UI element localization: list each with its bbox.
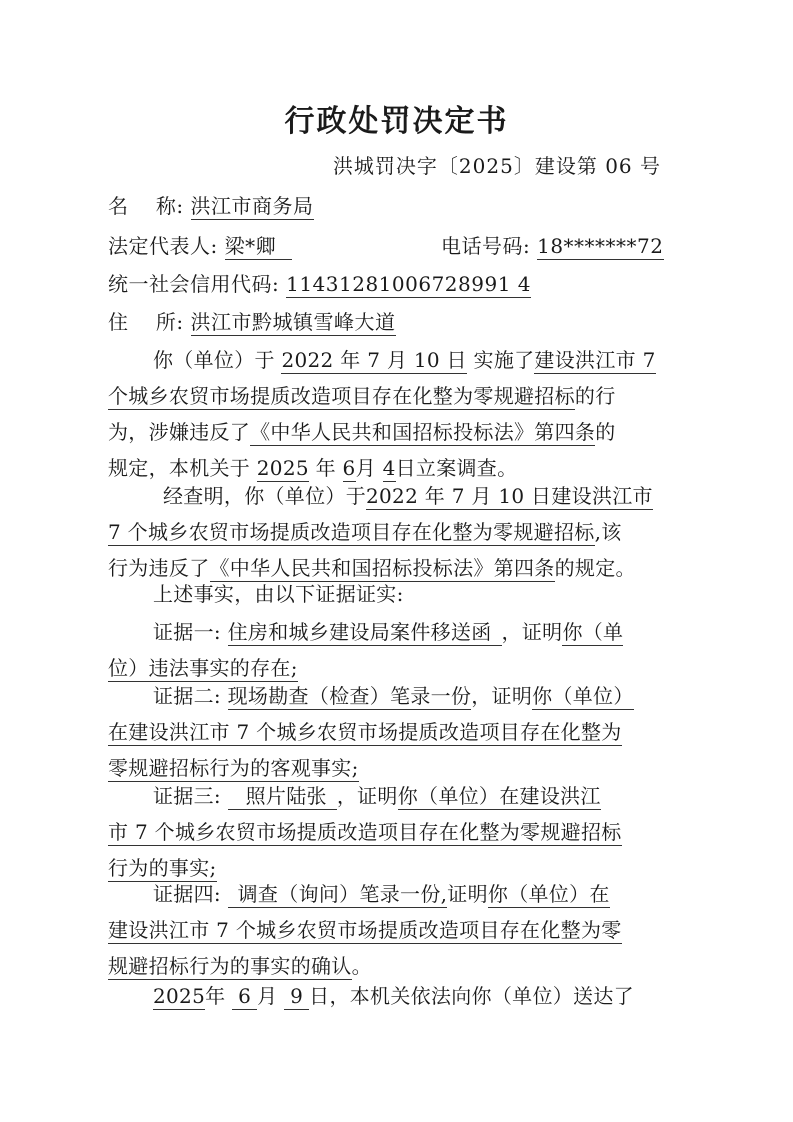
e4-proof-1: 你（单位）在 (487, 882, 610, 906)
p2-finding-1: 2022 年 7 月 10 日建设洪江市 (366, 484, 653, 508)
party-name-value: 洪江市商务局 (190, 194, 314, 218)
legal-rep-row (108, 230, 292, 259)
e2-proof-3: 零规避招标行为的客观事实; (108, 756, 359, 780)
p2-text-b: ,该 (594, 520, 622, 544)
evidence-three (108, 778, 660, 886)
p1-violation-2: 个城乡农贸市场提质改造项目存在化整为零规避招标 (108, 384, 575, 408)
e3-proof-3: 行为的事实; (108, 856, 217, 880)
p4-month: 6 (232, 984, 257, 1010)
paragraph-evidence-intro (108, 576, 660, 612)
p3-text: 上述事实，由以下证据证实: (153, 582, 404, 606)
e1-proof-2: 位）违法事实的存在; (108, 656, 298, 680)
paragraph-delivery (108, 978, 660, 1014)
e2-proof-1: 你（单位） (532, 684, 634, 708)
e3-source: 照片陆张 (228, 784, 337, 810)
evidence-two (108, 678, 660, 786)
p1-text-j: 日立案调查。 (395, 456, 518, 480)
p1-text-d: 的行 (574, 384, 616, 408)
p1-violation-1: 建设洪江市 7 (534, 348, 656, 372)
e2-source: 现场勘查（检查）笔录一份 (227, 684, 472, 708)
address-value: 洪江市黔城镇雪峰大道 (190, 310, 396, 334)
e3-proof-1: 你（单位）在建设洪江 (397, 784, 601, 808)
p1-text-i: 月 (355, 456, 376, 480)
p2-finding-2: 7 个城乡农贸市场提质改造项目存在化整为零规避招标 (108, 520, 595, 544)
credit-code-value: 11431281006728991 4 (286, 272, 532, 296)
p2-text-d: 的规定。 (554, 556, 636, 580)
p1-text-e: 为，涉嫌违反了 (108, 420, 251, 444)
document-number: 洪城罚决字〔2025〕建设第 06 号 (332, 154, 661, 178)
p1-filing-year: 2025 (256, 456, 309, 480)
p4-text-a: 年 (205, 984, 226, 1008)
legal-rep-value: 梁*卿 (225, 234, 293, 260)
e3-label: 证据三: (153, 784, 221, 808)
e1-text-b: ，证明 (501, 620, 563, 644)
e3-text-b: ，证明 (336, 784, 398, 808)
phone-value: 18*******72 (537, 234, 664, 258)
credit-code-row (108, 268, 531, 297)
e2-text-b: ，证明 (471, 684, 533, 708)
e3-proof-2: 市 7 个城乡农贸市场提质改造项目存在化整为零规避招标 (108, 820, 622, 844)
legal-rep-label: 法定代表人: (108, 234, 218, 258)
p2-text-c: 行为违反了 (108, 556, 210, 580)
p1-text-g: 规定，本机关于 (108, 456, 251, 480)
p2-law: 《中华人民共和国招标投标法》第四条 (209, 556, 555, 580)
paragraph-findings (108, 478, 660, 586)
e4-text-b: 证明 (447, 882, 488, 906)
credit-code-label: 统一社会信用代码: (108, 272, 280, 296)
p4-year: 2025 (153, 984, 206, 1008)
p4-day: 9 (284, 984, 309, 1010)
p1-text-f: 的 (595, 420, 616, 444)
p4-text-c: 日，本机关依法向你（单位）送达了 (309, 984, 634, 1008)
document-title: 行政处罚决定书 (284, 104, 509, 139)
party-name-label: 名 称: (108, 194, 184, 218)
party-name-row (108, 190, 314, 219)
p1-filing-day: 4 (382, 456, 396, 480)
phone-label: 电话号码: (441, 234, 531, 258)
evidence-one (108, 614, 660, 686)
p1-filing-month: 6 (342, 456, 356, 480)
p4-text-b: 月 (257, 984, 278, 1008)
e4-text-c: 。 (351, 954, 372, 978)
e1-source: 住房和城乡建设局案件移送函 (228, 620, 502, 646)
p1-law: 《中华人民共和国招标投标法》第四条 (250, 420, 596, 444)
p1-text-b: 实施了 (473, 348, 535, 372)
e4-proof-3: 规避招标行为的事实的确认 (108, 954, 352, 978)
p1-date: 2022 年 7 月 10 日 (281, 348, 467, 372)
paragraph-case-filing (108, 342, 660, 486)
e4-proof-2: 建设洪江市 7 个城乡农贸市场提质改造项目存在化整为零 (108, 918, 622, 942)
address-row (108, 306, 396, 335)
p2-text-a: 经查明，你（单位）于 (163, 484, 366, 508)
p1-text-a: 你（单位）于 (153, 348, 275, 372)
e2-label: 证据二: (153, 684, 221, 708)
evidence-four (108, 876, 660, 984)
e4-source: 调查（询问）笔录一份, (228, 882, 448, 908)
address-label: 住 所: (108, 310, 184, 334)
p1-text-h: 年 (315, 456, 336, 480)
phone-row (441, 230, 664, 259)
e4-label: 证据四: (153, 882, 221, 906)
e1-proof-1: 你（单 (562, 620, 624, 644)
e1-label: 证据一: (153, 620, 221, 644)
e2-proof-2: 在建设洪江市 7 个城乡农贸市场提质改造项目存在化整为 (108, 720, 622, 744)
